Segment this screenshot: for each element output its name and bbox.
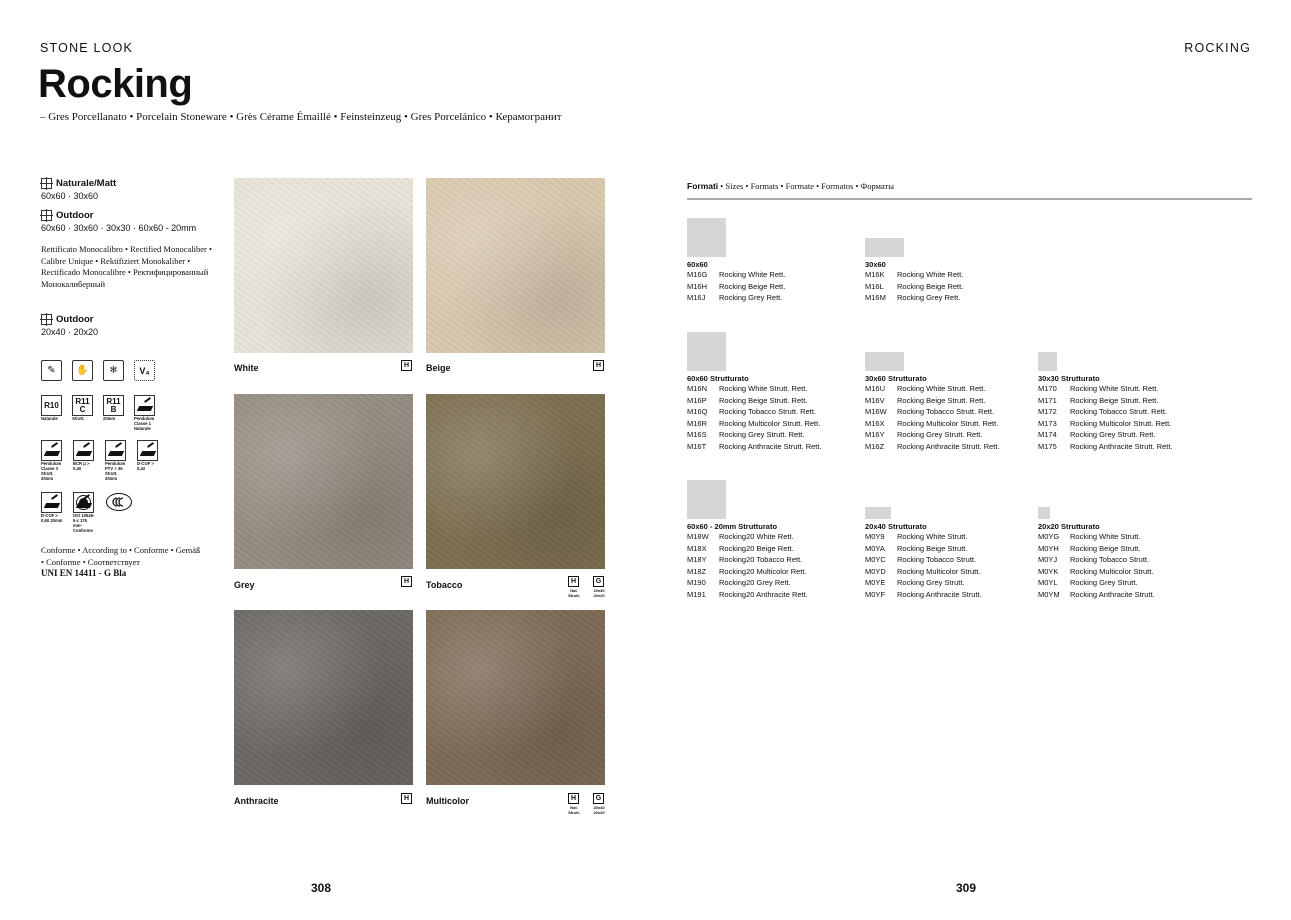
list-item: M0YH Rocking Beige Strutt. — [1038, 543, 1141, 553]
format-swatch — [1038, 507, 1050, 519]
tile-label-white: White — [234, 363, 259, 373]
pendulum-icon — [41, 440, 62, 461]
pendulum-icon — [105, 440, 126, 461]
stain-resistance-icon: ✎ — [41, 360, 62, 381]
finish-outdoor-sizes: 60x60 · 30x60 · 30x30 · 60x60 - 20mm — [41, 223, 197, 233]
properties-icons-row1 — [41, 360, 155, 381]
list-item: M16G Rocking White Rett. — [687, 270, 786, 279]
finish-outdoor: Outdoor — [41, 210, 221, 221]
tile-label-tobacco: Tobacco — [426, 580, 463, 590]
formats-header: Formati • Sizes • Formats • Formate • Formatos • Форматы — [687, 181, 894, 191]
hand-icon: ✋ — [72, 360, 93, 381]
badge-caption: 20x40 20x20 — [593, 805, 605, 815]
list-item: M172 Rocking Tobacco Strutt. Rett. — [1038, 407, 1167, 416]
format-group-20x20-strutturato: 20x20 Strutturato M0YG Rocking White Strutt. M0YH Rocking Beige Strutt. M0YJ Rocking Tobacco Strutt. M0YK Rocking Multicolor Strutt. M0YL Rocking Grey Strutt. M0YM Rocking Anthracite Strutt. — [1038, 507, 1155, 600]
format-group-60x60-strutturato: 60x60 Strutturato M16N Rocking White Strutt. Rett. M16P Rocking Beige Strutt. Rett. M16Q Rocking Tobacco Strutt. Rett. M16R Rocking Multicolor Strutt. Rett. M16S Rocking Grey Strutt. Rett. M16T Rocking Anthracite Strutt. Rett. — [687, 332, 822, 452]
r11c-rating: R11 C Strutt. — [72, 395, 93, 431]
list-item: M191 Rocking20 Anthracite Rett. — [687, 589, 808, 599]
list-item: M16S Rocking Grey Strutt. Rett. — [687, 430, 805, 439]
list-item: M16P Rocking Beige Strutt. Rett. — [687, 395, 808, 405]
list-item: M16X Rocking Multicolor Strutt. Rett. — [865, 418, 999, 428]
list-item: M16T Rocking Anthracite Strutt. Rett. — [687, 441, 822, 451]
list-item: M16K Rocking White Rett. — [865, 270, 964, 279]
list-item: M16R Rocking Multicolor Strutt. Rett. — [687, 418, 821, 428]
pendulum-2: Pendulum Classe 3 Strutt. 20mm — [41, 440, 63, 481]
finish-badge-g: G — [593, 793, 604, 804]
list-item: M190 Rocking20 Grey Rett. — [687, 578, 791, 587]
format-group-30x60: 30x60 M16K Rocking White Rett. M16L Rocking Beige Rett. M16M Rocking Grey Rett. — [865, 238, 963, 304]
conformity-text: Conforme • According to • Conforme • Gemäß • Conforme • Соответствует — [41, 545, 201, 567]
list-item: M16N Rocking White Strutt. Rett. — [687, 384, 808, 393]
tile-label-anthracite: Anthracite — [234, 796, 279, 806]
list-item: M16H Rocking Beige Rett. — [687, 281, 786, 291]
list-item: M171 Rocking Beige Strutt. Rett. — [1038, 395, 1159, 405]
section-kicker: STONE LOOK — [40, 41, 134, 55]
list-item: M0Y9 Rocking White Strutt. — [865, 532, 968, 541]
finish-naturale: Naturale/Matt — [41, 178, 221, 189]
list-item: M0YM Rocking Anthracite Strutt. — [1038, 589, 1155, 599]
standard-label: UNI EN 14411 - G Bla — [41, 568, 127, 578]
badge-caption: 20x40 20x20 — [593, 588, 605, 598]
format-swatch — [687, 332, 726, 371]
bcr-rating: BCR μ > 0,40 — [73, 440, 95, 481]
finish-outdoor-2: Outdoor — [41, 314, 221, 325]
cert-logo — [105, 492, 133, 533]
tile-image-multicolor — [426, 610, 605, 785]
format-group-60x60: 60x60 M16G Rocking White Rett. M16H Rocking Beige Rett. M16J Rocking Grey Rett. — [687, 218, 785, 304]
list-item: M18W Rocking20 White Rett. — [687, 532, 794, 541]
dcof-rating: D-COF > 0,42 — [137, 440, 159, 481]
list-item: M16Y Rocking Grey Strutt. Rett. — [865, 430, 983, 439]
format-group-60x60-20mm: 60x60 - 20mm Strutturato M18W Rocking20 White Rett. M18X Rocking20 Beige Rett. M18Y Rocking20 Tobacco Rett. M18Z Rocking20 Multicolor Rett. M190 Rocking20 Grey Rett. M191 Rocking20 Anthracite Rett. — [687, 480, 808, 600]
pendulum-icon — [41, 492, 62, 513]
pendulum-1: Pendulum Classe 1 Naturale — [134, 395, 156, 431]
finish-badge-g: G — [593, 576, 604, 587]
properties-icons-row2 — [41, 395, 156, 431]
tile-image-anthracite — [234, 610, 413, 785]
list-item: M18Y Rocking20 Tobacco Rett. — [687, 555, 803, 564]
tile-label-multicolor: Multicolor — [426, 796, 469, 806]
abrasion-icon — [73, 492, 94, 513]
badge-caption: Nat. Strutt. — [568, 805, 580, 815]
format-swatch — [865, 238, 904, 257]
properties-icons-row3 — [41, 440, 159, 481]
list-item: M0YF Rocking Anthracite Strutt. — [865, 589, 982, 599]
list-item: M16M Rocking Grey Rett. — [865, 293, 961, 302]
list-item: M0YD Rocking Multicolor Strutt. — [865, 566, 981, 576]
iso-abrasion: ISO 10545-6 ≤ 175 mm³ Conforme — [73, 492, 95, 533]
finish-badge: H — [568, 576, 579, 587]
page-number-right: 309 — [956, 881, 977, 895]
shade-variation-icon: V₄ — [134, 360, 155, 381]
finish-badge: H — [593, 360, 604, 371]
format-swatch — [1038, 352, 1057, 371]
header-divider — [687, 198, 1252, 200]
finish-badge: H — [568, 793, 579, 804]
list-item: M0YE Rocking Grey Strutt. — [865, 578, 965, 587]
list-item: M170 Rocking White Strutt. Rett. — [1038, 384, 1159, 393]
list-item: M0YG Rocking White Strutt. — [1038, 532, 1141, 541]
format-group-30x60-strutturato: 30x60 Strutturato M16U Rocking White Strutt. Rett. M16V Rocking Beige Strutt. Rett. M16W Rocking Tobacco Strutt. Rett. M16X Rocking Multicolor Strutt. Rett. M16Y Rocking Grey Strutt. Rett. M16Z Rocking Anthracite Strutt. Rett. — [865, 352, 1000, 452]
pendulum-icon — [134, 395, 155, 416]
pendulum-3: Pendulum PTV > 36 Strutt. 20mm — [105, 440, 127, 481]
finish-icon — [41, 314, 52, 325]
specs-column — [41, 178, 221, 337]
dcof-20mm-rating: D-COF > 0,60 20mm — [41, 492, 63, 533]
rectified-text: Rettificato Monocalibro • Rectified Monocaliber • Calibre Unique • Rektifiziert Monokaliber • Rectificado Monocalibre • Ректифицированный Монокалиберный — [41, 244, 212, 289]
tile-image-beige — [426, 178, 605, 353]
format-group-20x40-strutturato: 20x40 Strutturato M0Y9 Rocking White Strutt. M0YA Rocking Beige Strutt. M0YC Rocking Tobacco Strutt. M0YD Rocking Multicolor Strutt. M0YE Rocking Grey Strutt. M0YF Rocking Anthracite Strutt. — [865, 507, 982, 600]
certification-logo-icon — [105, 492, 133, 514]
list-item: M174 Rocking Grey Strutt. Rett. — [1038, 430, 1156, 439]
properties-icons-row4 — [41, 492, 133, 533]
format-swatch — [687, 480, 726, 519]
finish-badge: H — [401, 576, 412, 587]
list-item: M18X Rocking20 Beige Rett. — [687, 543, 794, 553]
finish-outdoor-2-sizes: 20x40 · 20x20 — [41, 327, 99, 337]
list-item: M16J Rocking Grey Rett. — [687, 293, 783, 302]
list-item: M173 Rocking Multicolor Strutt. Rett. — [1038, 418, 1172, 428]
running-header: ROCKING — [1184, 41, 1251, 55]
list-item: M18Z Rocking20 Multicolor Rett. — [687, 566, 807, 576]
tile-label-grey: Grey — [234, 580, 255, 590]
r11b-rating: R11 B 20mm — [103, 395, 124, 431]
badge-caption: Nat. Strutt. — [568, 588, 580, 598]
finish-badge: H — [401, 793, 412, 804]
list-item: M0YK Rocking Multicolor Strutt. — [1038, 566, 1154, 576]
list-item: M175 Rocking Anthracite Strutt. Rett. — [1038, 441, 1173, 451]
list-item: M0YJ Rocking Tobacco Strutt. — [1038, 555, 1150, 564]
list-item: M0YL Rocking Grey Strutt. — [1038, 578, 1138, 587]
list-item: M0YC Rocking Tobacco Strutt. — [865, 555, 977, 564]
page-subtitle: – Gres Porcellanato • Porcelain Stoneware • Grès Cérame Émaillé • Feinsteinzeug • Gres Porcelánico • Керамогранит — [40, 111, 562, 123]
finish-badge: H — [401, 360, 412, 371]
tile-image-white — [234, 178, 413, 353]
tile-image-tobacco — [426, 394, 605, 569]
page-title: Rocking — [38, 62, 193, 106]
format-swatch — [687, 218, 726, 257]
finish-naturale-sizes: 60x60 · 30x60 — [41, 191, 99, 201]
tile-label-beige: Beige — [426, 363, 451, 373]
format-swatch — [865, 507, 891, 519]
frost-resistant-icon: ❄ — [103, 360, 124, 381]
format-swatch — [865, 352, 904, 371]
list-item: M16Z Rocking Anthracite Strutt. Rett. — [865, 441, 1000, 451]
finish-icon — [41, 210, 52, 221]
list-item: M16W Rocking Tobacco Strutt. Rett. — [865, 407, 994, 416]
list-item: M16V Rocking Beige Strutt. Rett. — [865, 395, 986, 405]
list-item: M0YA Rocking Beige Strutt. — [865, 543, 968, 553]
pendulum-icon — [137, 440, 158, 461]
format-group-30x30-strutturato: 30x30 Strutturato M170 Rocking White Strutt. Rett. M171 Rocking Beige Strutt. Rett. M172 Rocking Tobacco Strutt. Rett. M173 Rocking Multicolor Strutt. Rett. M174 Rocking Grey Strutt. Rett. M175 Rocking Anthracite Strutt. Rett. — [1038, 352, 1173, 452]
r10-rating: R10 Naturale — [41, 395, 62, 431]
list-item: M16L Rocking Beige Rett. — [865, 281, 964, 291]
tile-image-grey — [234, 394, 413, 569]
list-item: M16Q Rocking Tobacco Strutt. Rett. — [687, 407, 816, 416]
finish-icon — [41, 178, 52, 189]
page-number-left: 308 — [311, 881, 332, 895]
pendulum-icon — [73, 440, 94, 461]
list-item: M16U Rocking White Strutt. Rett. — [865, 384, 986, 393]
